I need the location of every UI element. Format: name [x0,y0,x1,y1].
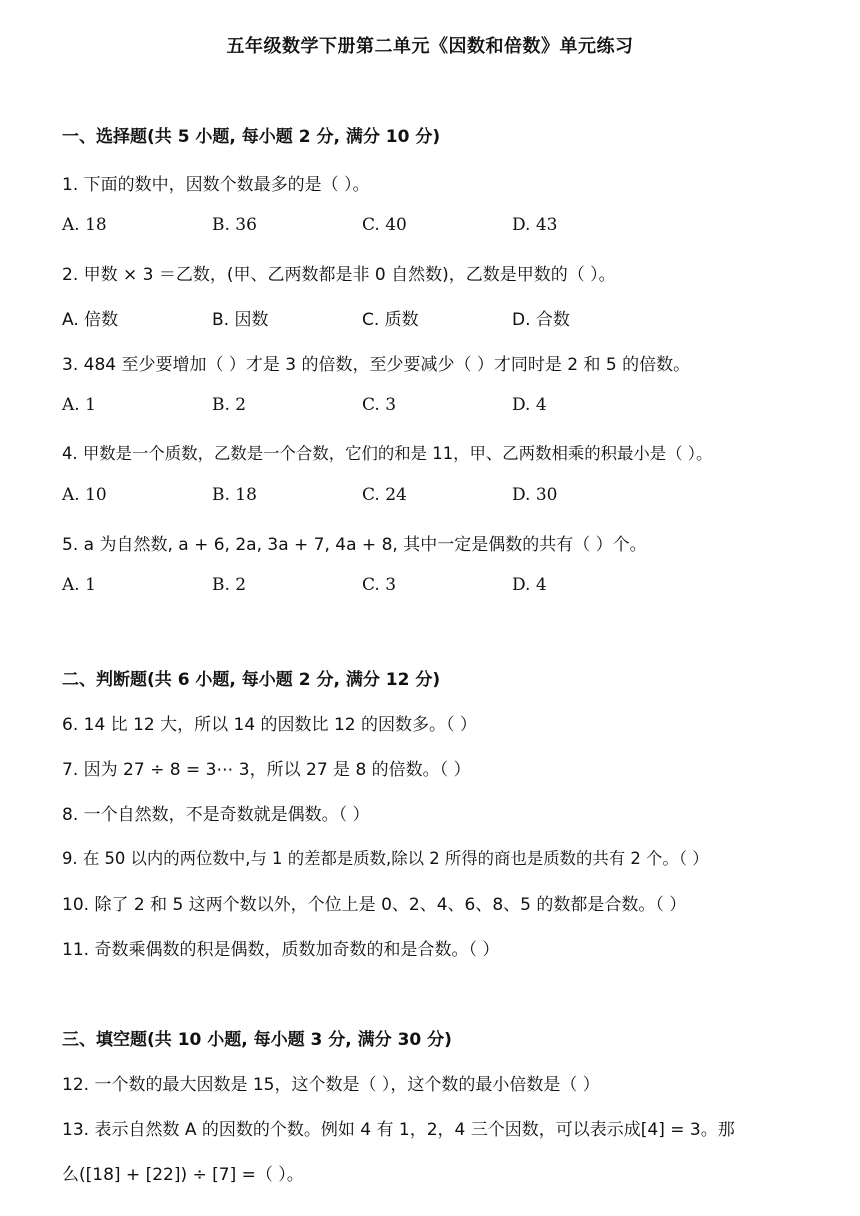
question-1: 1. 下面的数中，因数个数最多的是（ ）。 [62,175,370,195]
question-13: 13. 表示自然数 A 的因数的个数。例如 4 有 1，2，4 三个因数，可以表示成[4] = 3。那 [62,1120,735,1140]
option-a: A. 18 [62,215,107,235]
section-heading-judgement: 二、判断题(共 6 小题, 每小题 2 分, 满分 12 分) [62,670,441,690]
option-c: C. 40 [362,215,407,235]
option-c: C. 3 [362,575,397,595]
question-8: 8. 一个自然数，不是奇数就是偶数。（ ） [62,805,370,825]
question-2: 2. 甲数 × 3 ＝乙数，(甲、乙两数都是非 0 自然数)，乙数是甲数的（ ）。 [62,265,616,285]
option-c: C. 24 [362,485,407,505]
question-7: 7. 因为 27 ÷ 8 = 3⋯ 3，所以 27 是 8 的倍数。（ ） [62,760,471,780]
option-a: A. 1 [62,395,96,415]
question-9: 9. 在 50 以内的两位数中,与 1 的差都是质数,除以 2 所得的商也是质数的共有 2 个。（ ） [62,849,709,868]
option-d: D. 30 [512,485,558,505]
option-d: D. 合数 [512,310,570,330]
option-a: A. 1 [62,575,96,595]
question-4: 4. 甲数是一个质数，乙数是一个合数，它们的和是 11，甲、乙两数相乘的积最小是（ ）。 [62,444,713,463]
question-5: 5. a 为自然数, a + 6, 2a, 3a + 7, 4a + 8, 其中一定是偶数的共有（ ）个。 [62,535,647,555]
option-b: B. 36 [212,215,257,235]
option-d: D. 43 [512,215,558,235]
section-heading-fill: 三、填空题(共 10 小题, 每小题 3 分, 满分 30 分) [62,1030,452,1050]
option-d: D. 4 [512,575,547,595]
question-12: 12. 一个数的最大因数是 15，这个数是（ ），这个数的最小倍数是（ ） [62,1075,600,1095]
question-6: 6. 14 比 12 大，所以 14 的因数比 12 的因数多。（ ） [62,715,477,735]
option-a: A. 10 [62,485,107,505]
question-3: 3. 484 至少要增加（ ）才是 3 的倍数，至少要减少（ ）才同时是 2 和 5 的倍数。 [62,355,691,375]
option-c: C. 3 [362,395,397,415]
question-10: 10. 除了 2 和 5 这两个数以外，个位上是 0、2、4、6、8、5 的数都是合数。（ ） [62,895,687,915]
page-title: 五年级数学下册第二单元《因数和倍数》单元练习 [226,36,634,57]
option-b: B. 2 [212,575,247,595]
question-13-continued: 么([18] + [22]) ÷ [7] =（ ）。 [62,1165,304,1185]
question-11: 11. 奇数乘偶数的积是偶数，质数加奇数的和是合数。（ ） [62,940,500,960]
option-a: A. 倍数 [62,310,119,330]
option-c: C. 质数 [362,310,419,330]
section-heading-choice: 一、选择题(共 5 小题, 每小题 2 分, 满分 10 分) [62,127,441,147]
option-b: B. 18 [212,485,257,505]
option-d: D. 4 [512,395,547,415]
option-b: B. 因数 [212,310,269,330]
option-b: B. 2 [212,395,247,415]
